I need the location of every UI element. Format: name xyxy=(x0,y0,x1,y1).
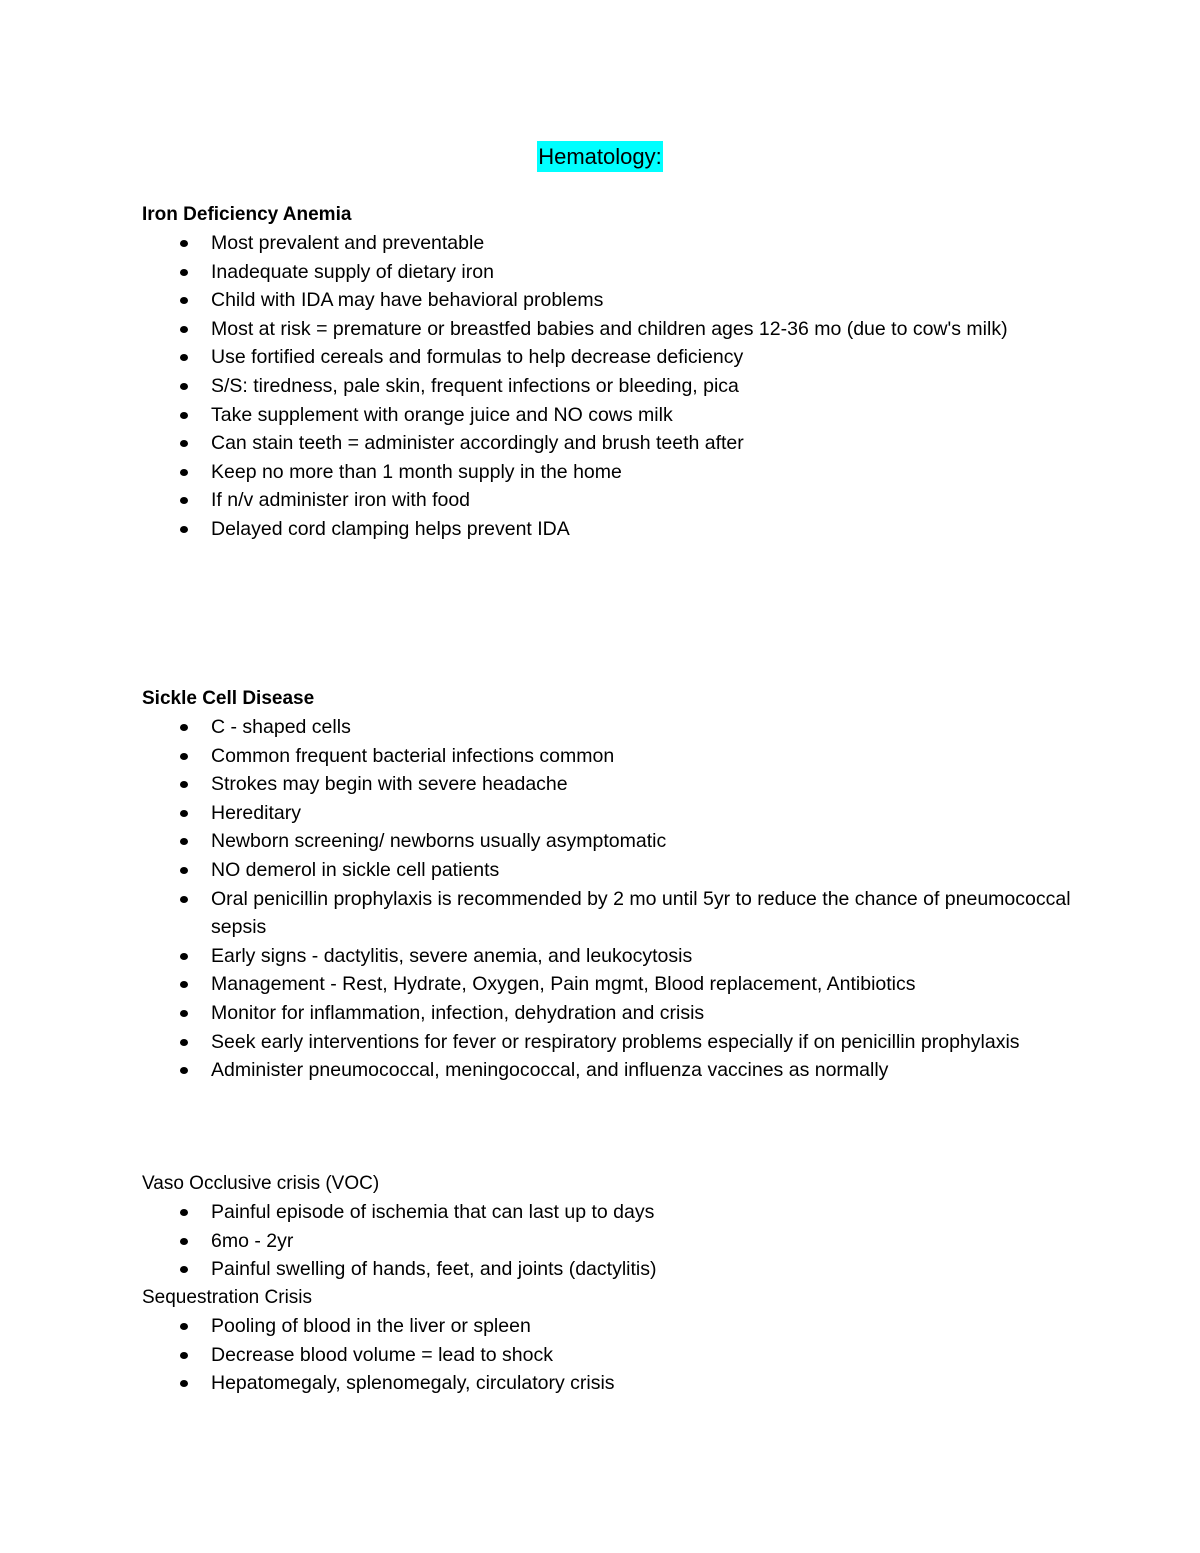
bullet-icon xyxy=(180,1266,188,1273)
list-item-text: Management - Rest, Hydrate, Oxygen, Pain mgmt, Blood replacement, Antibiotics xyxy=(211,973,916,996)
list-item xyxy=(142,315,1072,344)
list-item xyxy=(142,1312,1072,1341)
list-item xyxy=(142,286,1072,315)
list-item-text: Oral penicillin prophylaxis is recommended by 2 mo until 5yr to reduce the chance of pneumococcal sepsis xyxy=(211,887,1071,939)
list-item xyxy=(142,770,1072,799)
list-item xyxy=(142,713,1072,742)
list-item xyxy=(142,799,1072,828)
list-item xyxy=(142,1369,1072,1398)
bullet-icon xyxy=(180,383,188,390)
list-item xyxy=(142,1255,1072,1284)
list-item-text: Use fortified cereals and formulas to help decrease deficiency xyxy=(211,346,744,369)
list-item xyxy=(142,1341,1072,1370)
bullet-icon xyxy=(180,753,188,760)
list-item-text: C - shaped cells xyxy=(211,716,351,738)
bullet-icon xyxy=(180,1323,188,1330)
bullet-icon xyxy=(180,354,188,361)
list-item-text: Monitor for inflammation, infection, dehydration and crisis xyxy=(211,1001,705,1024)
list-item xyxy=(142,515,1072,544)
list-item-text: Administer pneumococcal, meningococcal, and influenza vaccines as normally xyxy=(211,1059,889,1082)
list-item-text: Common frequent bacterial infections common xyxy=(211,744,615,767)
list-item-text: Inadequate supply of dietary iron xyxy=(211,260,494,283)
bullet-icon xyxy=(180,1352,188,1359)
list-item-text: Seek early interventions for fever or respiratory problems especially if on penicillin prophylaxis xyxy=(211,1030,1020,1053)
list-item-text: NO demerol in sickle cell patients xyxy=(211,858,500,881)
list-item-text: Early signs - dactylitis, severe anemia, and leukocytosis xyxy=(211,944,693,967)
bullet-icon xyxy=(180,781,188,788)
bullet-icon xyxy=(180,867,188,874)
list-item xyxy=(142,1056,1072,1085)
subsection-heading: Sequestration Crisis xyxy=(142,1287,313,1308)
list-item-text: Most prevalent and preventable xyxy=(211,232,485,254)
list-item-text: Newborn screening/ newborns usually asymptomatic xyxy=(211,830,667,853)
list-item xyxy=(142,1198,1072,1227)
page-title: Hematology: xyxy=(537,141,663,172)
bullet-icon xyxy=(180,810,188,817)
list-item-text: If n/v administer iron with food xyxy=(211,489,471,512)
list-item-text: Painful swelling of hands, feet, and joints (dactylitis) xyxy=(211,1258,657,1281)
bullet-icon xyxy=(180,269,188,276)
list-item-text: Painful episode of ischemia that can last up to days xyxy=(211,1201,655,1223)
list-item-text: Strokes may begin with severe headache xyxy=(211,773,568,796)
title-container xyxy=(0,141,1200,172)
list-item-text: Child with IDA may have behavioral problems xyxy=(211,289,604,312)
list-item xyxy=(142,856,1072,885)
bullet-icon xyxy=(180,440,188,447)
subsection-heading: Vaso Occlusive crisis (VOC) xyxy=(142,1173,380,1194)
bullet-icon xyxy=(180,1209,188,1216)
list-item xyxy=(142,999,1072,1028)
bullet-icon xyxy=(180,1067,188,1074)
list-item-text: Keep no more than 1 month supply in the home xyxy=(211,460,622,483)
bullet-icon xyxy=(180,412,188,419)
list-item xyxy=(142,942,1072,971)
bullet-list xyxy=(142,713,1072,1085)
list-item xyxy=(142,885,1072,942)
list-item xyxy=(142,970,1072,999)
list-item xyxy=(142,742,1072,771)
list-item-text: 6mo - 2yr xyxy=(211,1229,294,1252)
list-item-text: Decrease blood volume = lead to shock xyxy=(211,1343,553,1366)
list-item-text: Most at risk = premature or breastfed babies and children ages 12-36 mo (due to cow's milk) xyxy=(211,317,1008,340)
bullet-icon xyxy=(180,497,188,504)
list-item-text: Delayed cord clamping helps prevent IDA xyxy=(211,517,570,540)
bullet-icon xyxy=(180,526,188,533)
section-vaso-occlusive-crisis xyxy=(142,1169,1072,1284)
bullet-list xyxy=(142,229,1072,544)
list-item-text: S/S: tiredness, pale skin, frequent infections or bleeding, pica xyxy=(211,374,739,397)
list-item-text: Can stain teeth = administer accordingly and brush teeth after xyxy=(211,432,744,455)
list-item xyxy=(142,429,1072,458)
list-item xyxy=(142,486,1072,515)
bullet-icon xyxy=(180,724,188,731)
section-heading: Sickle Cell Disease xyxy=(142,688,315,709)
bullet-icon xyxy=(180,297,188,304)
list-item xyxy=(142,343,1072,372)
list-item xyxy=(142,229,1072,258)
bullet-icon xyxy=(180,1010,188,1017)
list-item xyxy=(142,372,1072,401)
list-item-text: Hereditary xyxy=(211,801,301,824)
bullet-icon xyxy=(180,326,188,333)
list-item xyxy=(142,827,1072,856)
list-item xyxy=(142,1028,1072,1057)
bullet-icon xyxy=(180,1238,188,1245)
list-item xyxy=(142,401,1072,430)
list-item xyxy=(142,458,1072,487)
list-item-text: Hepatomegaly, splenomegaly, circulatory crisis xyxy=(211,1372,615,1395)
section-sequestration-crisis xyxy=(142,1283,1072,1398)
bullet-icon xyxy=(180,1380,188,1387)
bullet-list xyxy=(142,1312,1072,1398)
list-item xyxy=(142,258,1072,287)
bullet-icon xyxy=(180,838,188,845)
bullet-icon xyxy=(180,240,188,247)
bullet-icon xyxy=(180,896,188,903)
bullet-icon xyxy=(180,1039,188,1046)
section-sickle-cell-disease xyxy=(142,684,1072,1085)
list-item-text: Take supplement with orange juice and NO cows milk xyxy=(211,403,673,426)
bullet-list xyxy=(142,1198,1072,1284)
list-item xyxy=(142,1227,1072,1256)
section-heading: Iron Deficiency Anemia xyxy=(142,204,352,225)
section-iron-deficiency-anemia xyxy=(142,200,1072,544)
bullet-icon xyxy=(180,953,188,960)
bullet-icon xyxy=(180,981,188,988)
list-item-text: Pooling of blood in the liver or spleen xyxy=(211,1315,531,1337)
bullet-icon xyxy=(180,469,188,476)
